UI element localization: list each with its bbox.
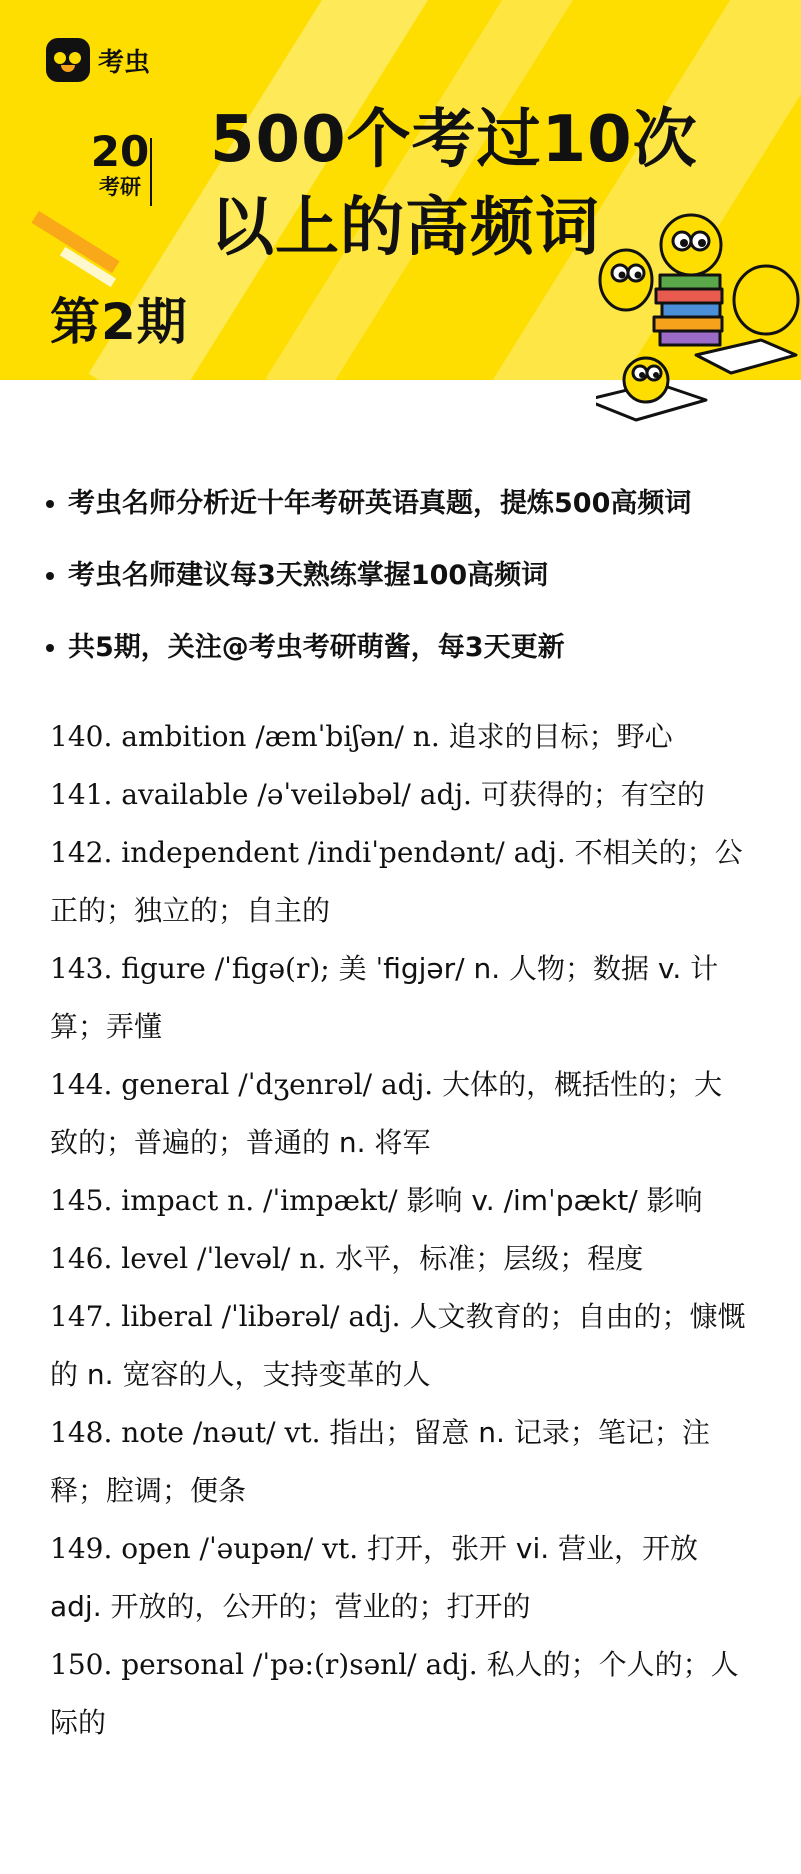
entry-definition: 不相关的；公正的；独立的；自主的: [50, 836, 743, 927]
entry-definition: 私人的；个人的；人际的: [50, 1648, 739, 1739]
vocabulary-list: [50, 708, 750, 1752]
vocab-entry: [50, 1230, 750, 1288]
vocab-entry: [50, 824, 750, 940]
entry-definition: 影响 v. /imˈpækt/ 影响: [406, 1184, 703, 1217]
vocab-entry: [50, 1288, 750, 1404]
entry-definition: 打开，张开 vi. 营业，开放 adj. 开放的，公开的；营业的；打开的: [50, 1532, 699, 1623]
bullet-item: 共5期，关注@考虫考研萌酱，每3天更新: [44, 630, 784, 702]
vocab-entry: [50, 708, 750, 766]
bullet-dot-icon: [46, 644, 54, 652]
entry-definition: 水平，标准；层级；程度: [335, 1242, 644, 1275]
badge-label: 考研: [99, 175, 141, 199]
brand-name: 考虫: [98, 47, 151, 78]
entry-term: 144. general /ˈdʒenrəl/ adj.: [50, 1068, 443, 1101]
intro-bullets: [44, 486, 784, 702]
entry-term: 141. available /əˈveiləbəl/ adj.: [50, 778, 481, 811]
entry-definition: 大体的，概括性的；大致的；普遍的；普通的 n. 将军: [50, 1068, 723, 1159]
entry-term: 146. level /ˈlevəl/ n.: [50, 1242, 336, 1275]
entry-term: 140. ambition /æmˈbiʃən/ n.: [50, 720, 449, 753]
bullet-item: 考虫名师分析近十年考研英语真题，提炼500高频词: [44, 486, 784, 558]
brand-logo: [46, 38, 150, 82]
entry-term: 145. impact n. /ˈimpækt/: [50, 1184, 407, 1217]
bullet-item: 考虫名师建议每3天熟练掌握100高频词: [44, 558, 784, 630]
entry-term: 142. independent /indiˈpendənt/ adj.: [50, 836, 575, 869]
entry-definition: 可获得的；有空的: [480, 778, 705, 811]
badge-divider: [150, 138, 152, 206]
entry-term: 143. figure /ˈfigə(r);: [50, 952, 339, 985]
entry-term: 150. personal /ˈpə:(r)sənl/ adj.: [50, 1648, 487, 1681]
vocab-entry: [50, 940, 750, 1056]
entry-term: 147. liberal /ˈlibərəl/ adj.: [50, 1300, 410, 1333]
vocab-entry: [50, 1056, 750, 1172]
title-line-1: 500个考过10次: [210, 103, 698, 177]
issue-label: 第2期: [50, 293, 188, 351]
vocab-entry: [50, 1172, 750, 1230]
entry-term: 149. open /ˈəupən/ vt.: [50, 1532, 367, 1565]
bullet-dot-icon: [46, 500, 54, 508]
bullet-dot-icon: [46, 572, 54, 580]
entry-definition: 美 ˈfigjər/ n. 人物；数据 v. 计算；弄懂: [50, 952, 719, 1043]
vocab-entry: [50, 1636, 750, 1752]
title-line-2: 以上的高频词: [210, 191, 600, 265]
kaochong-logo-icon: [46, 38, 90, 82]
entry-definition: 追求的目标；野心: [448, 720, 673, 753]
entry-term: 148. note /nəut/ vt.: [50, 1416, 330, 1449]
vocab-entry: [50, 1520, 750, 1636]
badge-number: 20: [90, 127, 150, 176]
mascot-illustration: [596, 205, 801, 430]
vocab-entry: [50, 1404, 750, 1520]
entry-definition: 人文教育的；自由的；慷慨的 n. 宽容的人，支持变革的人: [50, 1300, 746, 1391]
vocab-entry: [50, 766, 750, 824]
entry-definition: 指出；留意 n. 记录；笔记；注释；腔调；便条: [50, 1416, 710, 1507]
year-badge: [80, 127, 160, 200]
